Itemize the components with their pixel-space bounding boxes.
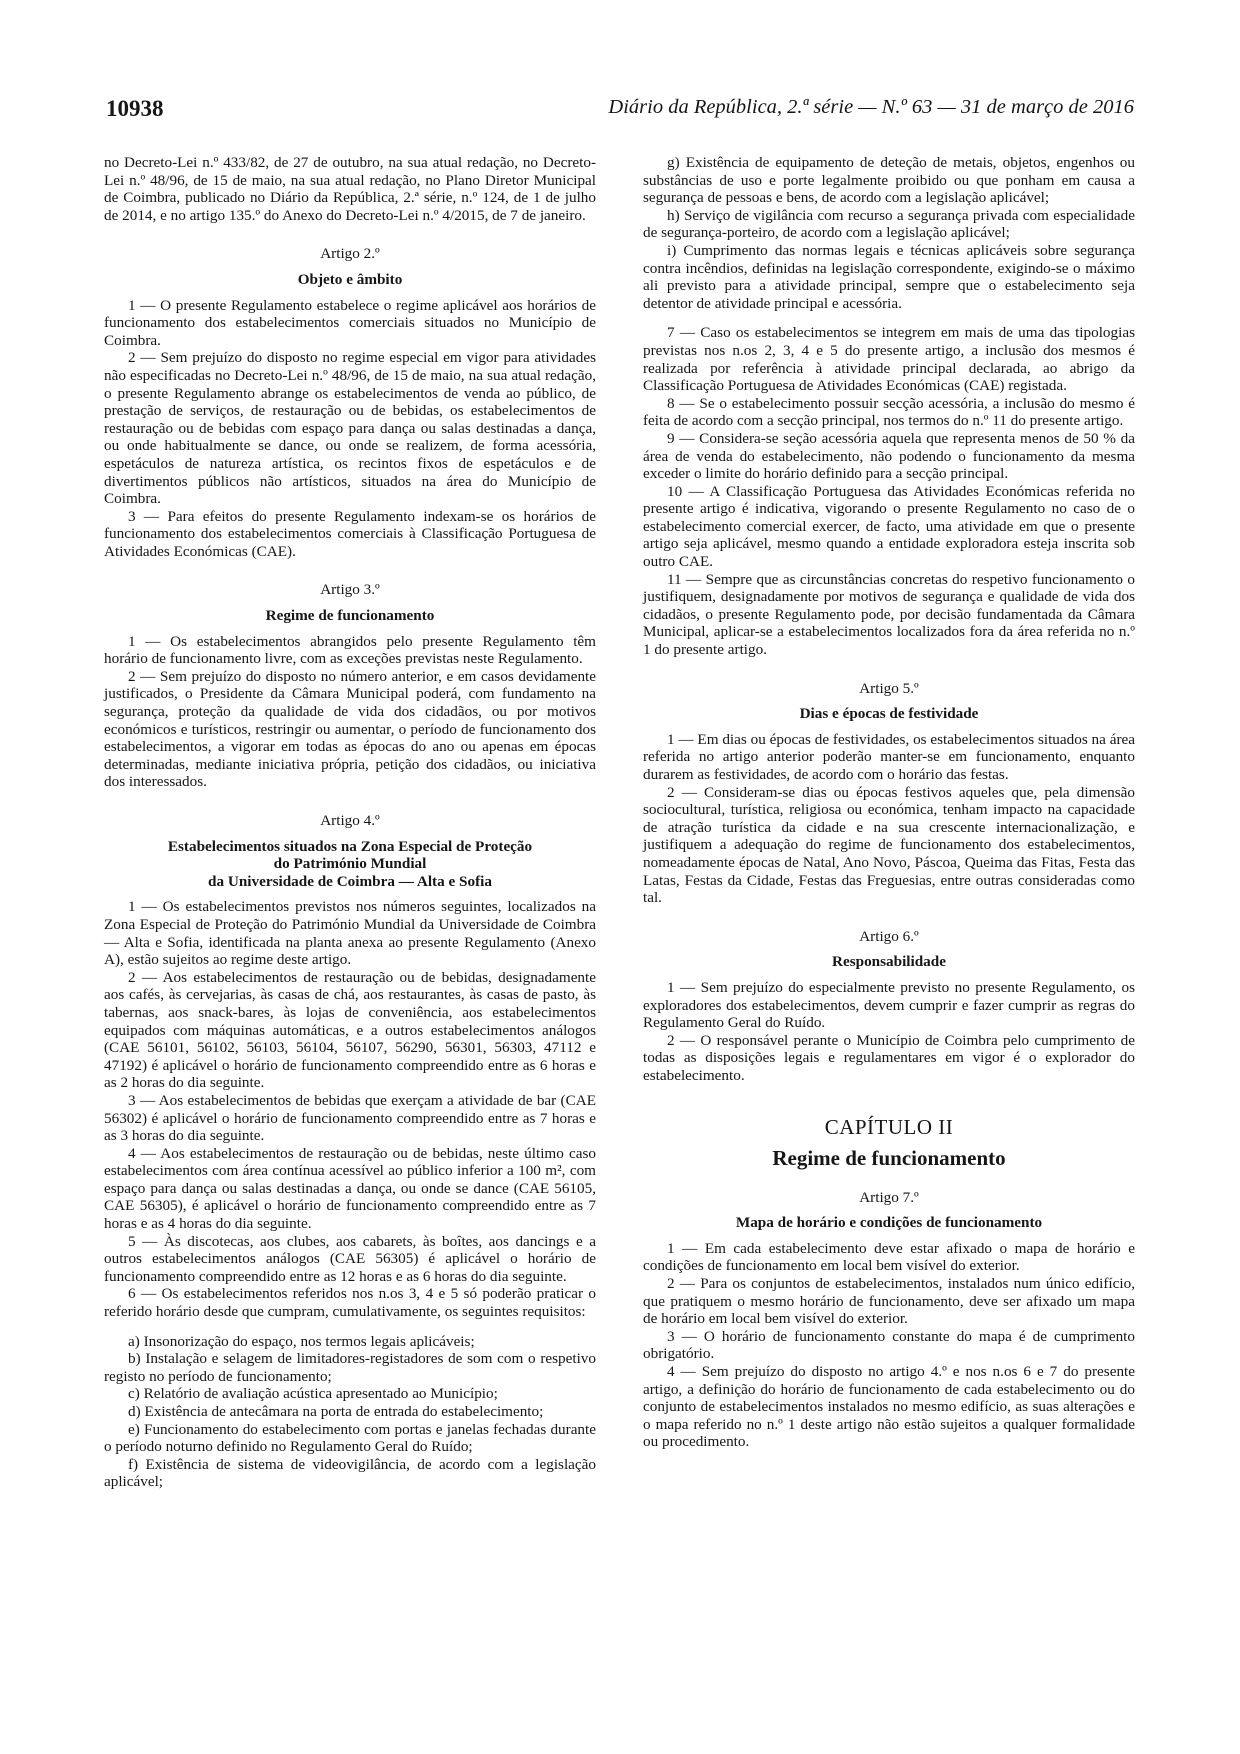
requirement-e: e) Funcionamento do estabelecimento com portas e janelas fechadas durante o período noturno definido no Regulamento Geral do Ruído; [104,1420,596,1456]
article-4-paragraph-6: 6 — Os estabelecimentos referidos nos n.os 3, 4 e 5 só poderão praticar o referido horário desde que cumpram, cumulativamente, os seguintes requisitos: [104,1285,596,1321]
article-7-paragraph-1: 1 — Em cada estabelecimento deve estar afixado o mapa de horário e condições de funcionamento em local bem visível do exterior. [643,1239,1135,1275]
article-2-paragraph-1: 1 — O presente Regulamento estabelece o regime aplicável aos horários de funcionamento dos estabelecimentos comerciais situados no Município de Coimbra. [104,296,596,349]
requirement-i: i) Cumprimento das normas legais e técnicas aplicáveis sobre segurança contra incêndios, definidas na legislação correspondente, exigindo-se o máximo ali previsto para a atividade principal, sempre que o estabelecimento seja detentor de atividade principal e acessória. [643,241,1135,312]
chapter-label: CAPÍTULO II [824,1114,954,1139]
requirement-h: h) Serviço de vigilância com recurso a segurança privada com especialidade de segurança-porteiro, de acordo com a legislação aplicável; [643,206,1135,242]
article-4-paragraph-11: 11 — Sempre que as circunstâncias concretas do respetivo funcionamento o justifiquem, designadamente por motivos de segurança e qualidade de vida dos cidadãos, o presente Regulamento pode, por decisão fundamentada da Câmara Municipal, aplicar-se a estabelecimentos localizados fora da área referida no n.º 1 do presente artigo. [643,570,1135,659]
right-column [643,152,1135,1451]
intro-paragraph: no Decreto-Lei n.º 433/82, de 27 de outubro, na sua atual redação, no Decreto-Lei n.º 48/96, de 15 de maio, na sua atual redação, no Plano Diretor Municipal de Coimbra, publicado no Diário da República, 2.ª série, n.º 124, de 1 de julho de 2014, e no artigo 135.º do Anexo do Decreto-Lei n.º 4/2015, de 7 de janeiro. [104,154,596,224]
article-4-paragraph-1: 1 — Os estabelecimentos previstos nos números seguintes, localizados na Zona Especial de Proteção do Património Mundial da Universidade de Coimbra — Alta e Sofia, identificada na planta anexa ao presente Regulamento (Anexo A), estão sujeitos ao regime deste artigo. [104,898,596,969]
article-5-paragraph-2: 2 — Consideram-se dias ou épocas festivos aqueles que, pela dimensão sociocultural, turística, religiosa ou económica, tenham impacto na capacidade de atração turística da cidade e na sua crescente internacionalização, e justifiquem a adequação do regime de funcionamento dos estabelecimentos, nomeadamente épocas de Natal, Ano Novo, Páscoa, Queima das Fitas, Festa das Latas, Festas da Cidade, Festas das Freguesias, entre outras consideradas como tal. [643,783,1135,907]
page-header [106,96,1134,132]
article-7-title: Mapa de horário e condições de funcionamento [735,1214,1043,1232]
article-4-title-line-2: do Património Mundial [273,855,427,873]
article-3-paragraph-2: 2 — Sem prejuízo do disposto no número anterior, e em casos devidamente justificados, o Presidente da Câmara Municipal poderá, com fundamento na segurança, proteção da qualidade de vida dos cidadãos, ou por motivos económicos e turísticos, restringir ou aumentar, o período de funcionamento dos estabelecimentos, a vigorar em todas as épocas do ano ou apenas em épocas determinadas, mediante iniciativa própria, petição dos cidadãos, ou iniciativa dos interessados. [104,667,596,791]
article-4-label: Artigo 4.º [320,812,380,829]
requirement-c: c) Relatório de avaliação acústica apresentado ao Município; [128,1385,498,1403]
article-4-title [104,838,596,891]
chapter-title: Regime de funcionamento [772,1146,1006,1171]
journal-title: Diário da República, 2.ª série — N.º 63 — 31 de março de 2016 [608,96,1134,118]
article-4-title-line-1: Estabelecimentos situados na Zona Especial de Proteção [167,837,533,855]
article-4-paragraph-3: 3 — Aos estabelecimentos de bebidas que exerçam a atividade de bar (CAE 56302) é aplicável o horário de funcionamento compreendido entre as 7 horas e as 3 horas do dia seguinte. [104,1091,596,1145]
article-6-paragraph-1: 1 — Sem prejuízo do especialmente previsto no presente Regulamento, os exploradores dos estabelecimentos, devem cumprir e fazer cumprir as regras do Regulamento Geral do Ruído. [643,978,1135,1032]
article-4-paragraph-9: 9 — Considera-se seção acessória aquela que representa menos de 50 % da área de venda do estabelecimento, não podendo o funcionamento da mesma exceder o limite do horário definido para a secção principal. [643,429,1135,483]
requirement-a: a) Insonorização do espaço, nos termos legais aplicáveis; [128,1332,475,1350]
page-number: 10938 [106,96,164,121]
article-4-title-line-3: da Universidade de Coimbra — Alta e Sofia [208,872,492,890]
requirement-d: d) Existência de antecâmara na porta de entrada do estabelecimento; [128,1403,544,1420]
left-column [104,152,596,1491]
article-6-title: Responsabilidade [832,953,946,971]
article-3-title: Regime de funcionamento [265,607,435,625]
article-3-paragraph-1: 1 — Os estabelecimentos abrangidos pelo presente Regulamento têm horário de funcionamento livre, com as exceções previstas neste Regulamento. [104,632,596,668]
article-2-paragraph-2: 2 — Sem prejuízo do disposto no regime especial em vigor para atividades não especificadas no Decreto-Lei n.º 48/96, de 15 de maio, na sua atual redação, o presente Regulamento abrange os estabelecimentos de venda ao público, de prestação de serviços, de restauração ou de bebidas, os estabelecimentos de restauração ou de bebidas com espaço para dança ou salas destinadas a dança, ou onde habitualmente se dance, ou onde se realizem, de forma acessória, espetáculos de natureza artística, os recintos fixos de espetáculos e de divertimentos públicos não artísticos, situados na área do Município de Coimbra. [104,349,596,508]
article-7-label: Artigo 7.º [859,1188,919,1206]
article-6-paragraph-2: 2 — O responsável perante o Município de Coimbra pelo cumprimento de todas as disposições legais e regulamentares em vigor é o explorador do estabelecimento. [643,1031,1135,1084]
article-6-label: Artigo 6.º [859,927,919,945]
article-2-title: Objeto e âmbito [297,270,403,288]
requirement-b: b) Instalação e selagem de limitadores-registadores de som com o respetivo registo no período de funcionamento; [104,1350,596,1385]
article-4-paragraph-8: 8 — Se o estabelecimento possuir secção acessória, a inclusão do mesmo é feita de acordo com a secção principal, nos termos do n.º 11 do presente artigo. [643,394,1135,430]
article-4-paragraph-4: 4 — Aos estabelecimentos de restauração ou de bebidas, neste último caso estabelecimentos com área contínua acessível ao público inferior a 100 m², com espaço para dança ou salas destinadas a dança, ou onde se dance (CAE 56105, CAE 56305), é aplicável o horário de funcionamento compreendido entre as 7 horas e as 4 horas do dia seguinte. [104,1144,596,1233]
article-5-paragraph-1: 1 — Em dias ou épocas de festividades, os estabelecimentos situados na área referida no artigo anterior poderão manter-se em funcionamento, enquanto durarem as festividades, de acordo com o horário das festas. [643,730,1135,783]
article-4-paragraph-2: 2 — Aos estabelecimentos de restauração ou de bebidas, designadamente aos cafés, às cervejarias, às casas de chá, aos restaurantes, às casas de pasto, às tabernas, aos snack-bares, às lojas de conveniência, aos estabelecimentos equipados com máquinas automáticas, e a outros estabelecimentos análogos (CAE 56101, 56102, 56103, 56104, 56107, 56290, 56301, 56303, 47112 e 47192) é aplicável o horário de funcionamento compreendido entre as 6 horas e as 2 horas do dia seguinte. [104,968,596,1092]
article-4-paragraph-5: 5 — Às discotecas, aos clubes, aos cabarets, às boîtes, aos dancings e a outros estabelecimentos análogos (CAE 56305) é aplicável o horário de funcionamento compreendido entre as 12 horas e as 6 horas do dia seguinte. [104,1232,596,1285]
article-5-label: Artigo 5.º [859,679,919,697]
article-7-paragraph-4: 4 — Sem prejuízo do disposto no artigo 4.º e nos n.os 6 e 7 do presente artigo, a definição do horário de funcionamento de cada estabelecimento ou do conjunto de estabelecimentos instalados no mesmo edifício, as suas alterações e o mapa referido no n.º 1 deste artigo não estão sujeitos a qualquer formalidade ou procedimento. [643,1363,1135,1451]
requirement-g: g) Existência de equipamento de deteção de metais, objetos, engenhos ou substâncias de uso e porte legalmente proibido ou que ponham em causa a segurança de pessoas e bens, de acordo com a legislação aplicável; [643,154,1135,207]
article-7-paragraph-3: 3 — O horário de funcionamento constante do mapa é de cumprimento obrigatório. [643,1327,1135,1363]
article-4-paragraph-7: 7 — Caso os estabelecimentos se integrem em mais de uma das tipologias previstas nos n.os 2, 3, 4 e 5 do presente artigo, a inclusão dos mesmos é realizada por referência à atividade principal declarada, ao abrigo da Classificação Portuguesa de Atividades Económicas (CAE) registada. [643,324,1135,395]
article-5-title: Dias e épocas de festividade [799,705,979,723]
article-3-label: Artigo 3.º [320,581,380,599]
article-2-paragraph-3: 3 — Para efeitos do presente Regulamento indexam-se os horários de funcionamento dos estabelecimentos comerciais à Classificação Portuguesa de Atividades Económicas (CAE). [104,507,596,560]
article-4-paragraph-10: 10 — A Classificação Portuguesa das Atividades Económicas referida no presente artigo é indicativa, vigorando o presente Regulamento no caso de o estabelecimento comercial exercer, de facto, uma atividade em que o presente artigo seja aplicável, mesmo quando a entidade exploradora esteja inscrita sob outro CAE. [643,482,1135,571]
article-7-paragraph-2: 2 — Para os conjuntos de estabelecimentos, instalados num único edifício, que pratiquem o mesmo horário de funcionamento, deve ser afixado um mapa de horário em local bem visível do exterior. [643,1275,1135,1328]
requirement-f: f) Existência de sistema de videovigilância, de acordo com a legislação aplicável; [104,1455,596,1491]
article-2-label: Artigo 2.º [320,245,380,263]
